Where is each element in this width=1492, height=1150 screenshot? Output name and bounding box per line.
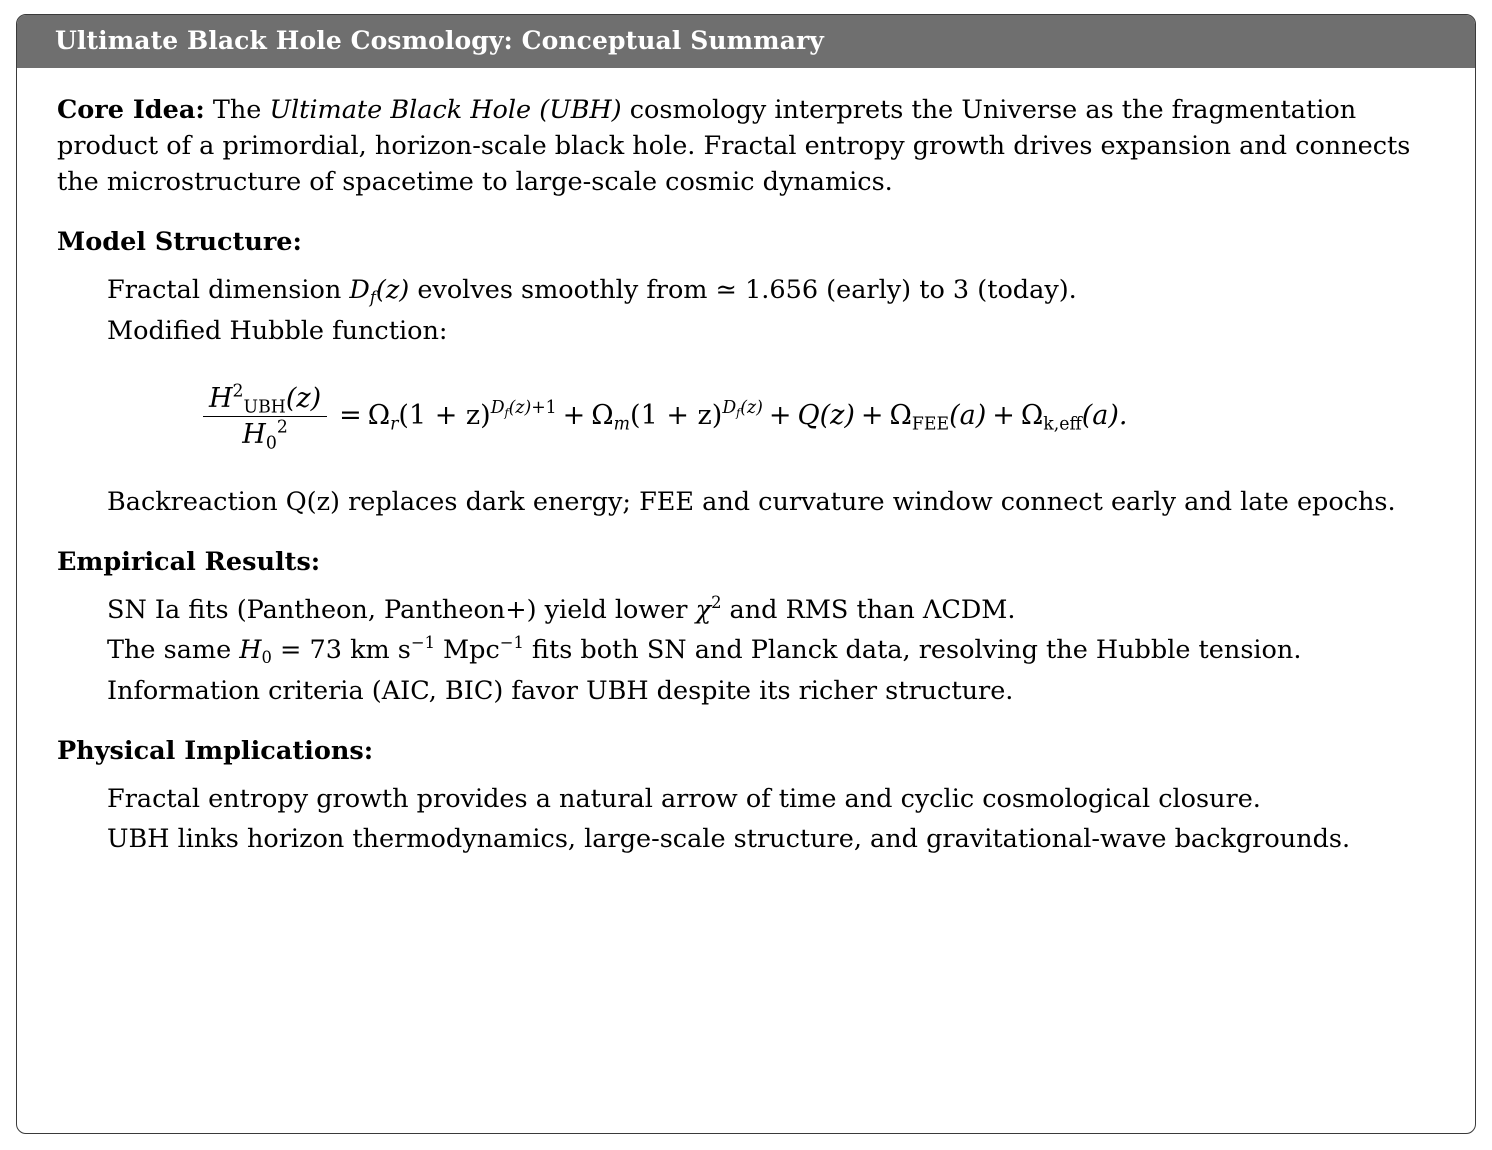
lhs-H: H	[209, 382, 233, 414]
equation-equals: =	[339, 400, 362, 432]
h0-unit-mid: Mpc	[434, 635, 500, 666]
information-criteria-line: Information criteria (AIC, BIC) favor UBH despite its richer structure.	[107, 675, 1014, 706]
omega-m-exponent: Df(z)	[722, 398, 763, 420]
h0-value: = 73 km s	[271, 635, 411, 666]
empirical-results-content	[107, 592, 1435, 709]
symbol-Df: D	[349, 275, 370, 306]
equation-term-matter	[591, 397, 763, 435]
omega-r-exponent: Df(z)+1	[490, 398, 557, 420]
sn-ia-fits-line	[107, 592, 1435, 628]
omega-k: Ω	[1020, 400, 1044, 432]
lhs-H-arg: (z)	[285, 382, 322, 414]
sn-ia-text-a: SN Ia fits (Pantheon, Pantheon+) yield lower	[107, 595, 696, 626]
h0-text-b: fits both SN and Planck data, resolving the Hubble tension.	[523, 635, 1302, 666]
hubble-equation	[107, 381, 1435, 454]
summary-panel	[16, 14, 1476, 1134]
den-H-sub: 0	[265, 433, 277, 454]
omega-m-rest: (1 + z)	[630, 400, 723, 432]
omega-fee: Ω	[889, 400, 912, 432]
panel-body	[17, 68, 1475, 872]
lhs-H-sub: UBH	[243, 397, 286, 418]
ubh-links-line: UBH links horizon thermodynamics, large-scale structure, and gravitational-wave backgrounds.	[107, 824, 1351, 855]
omega-fee-sub: FEE	[911, 414, 950, 435]
equation-term-curvature	[1021, 397, 1128, 435]
physical-implications-content	[107, 781, 1435, 857]
symbol-Df-subscript: f	[369, 288, 376, 308]
equation-lhs-denominator	[203, 417, 327, 454]
equation-term-backreaction: Q(z)	[797, 400, 855, 432]
fractal-dimension-line	[107, 272, 1435, 308]
omega-m-sub: m	[613, 414, 631, 435]
chi-squared-sup: 2	[711, 593, 722, 613]
equation-term-fee	[890, 397, 987, 435]
hubble-constant-line	[107, 632, 1435, 668]
sn-ia-text-b: and RMS than ΛCDM.	[721, 595, 1016, 626]
arrow-of-time-line: Fractal entropy growth provides a natural arrow of time and cyclic cosmological closure.	[107, 784, 1261, 815]
omega-k-sub: k,eff	[1043, 414, 1082, 435]
h0-unit-sup-1: −1	[410, 633, 435, 653]
chi-symbol: χ	[695, 595, 712, 626]
symbol-Df-argument: (z)	[375, 275, 410, 306]
core-idea-italic-term: Ultimate Black Hole (UBH)	[269, 94, 622, 125]
core-idea-label: Core Idea:	[57, 94, 205, 125]
panel-title: Ultimate Black Hole Cosmology: Conceptual Summary	[17, 15, 1475, 68]
equation-plus-2: +	[768, 400, 792, 432]
h0-subscript: 0	[261, 648, 272, 668]
h0-unit-sup-2: −1	[499, 633, 524, 653]
omega-m: Ω	[591, 400, 614, 432]
den-H: H	[242, 418, 266, 450]
equation-plus-4: +	[992, 400, 1015, 432]
equation-lhs-fraction	[203, 381, 327, 454]
omega-r-rest: (1 + z)	[398, 400, 491, 432]
den-H-sup: 2	[276, 417, 288, 438]
omega-r: Ω	[367, 400, 391, 432]
modified-hubble-label: Modified Hubble function:	[107, 315, 448, 346]
core-idea-paragraph	[57, 92, 1435, 201]
omega-r-sub: r	[390, 414, 399, 435]
fractal-dimension-text-a: Fractal dimension	[107, 275, 350, 306]
equation-plus-1: +	[562, 400, 586, 432]
heading-model-structure: Model Structure:	[57, 227, 302, 258]
omega-k-arg: (a).	[1081, 400, 1128, 432]
h0-text-a: The same	[107, 635, 240, 666]
fractal-dimension-text-b: evolves smoothly from ≃ 1.656 (early) to 3 (today).	[409, 275, 1077, 306]
lhs-H-sup: 2	[232, 381, 244, 402]
core-idea-text-before: The	[204, 94, 270, 125]
equation-term-radiation	[368, 397, 557, 435]
heading-empirical-results: Empirical Results:	[57, 547, 321, 578]
core-idea-text-after: cosmology interprets the Universe as the fragmentation product of a primordial, horizon-scale black hole. Fractal entropy growth drives expansion and connects the microstructure of spacetime to large-scale cosmic dynamics.	[57, 94, 1411, 197]
omega-fee-arg: (a)	[949, 400, 987, 432]
model-structure-content	[107, 272, 1435, 520]
equation-lhs-numerator	[203, 383, 327, 417]
heading-physical-implications: Physical Implications:	[57, 735, 374, 766]
equation-plus-3: +	[860, 400, 884, 432]
backreaction-closing-line: Backreaction Q(z) replaces dark energy; FEE and curvature window connect early and late epochs.	[107, 486, 1396, 517]
h0-symbol: H	[239, 635, 262, 666]
